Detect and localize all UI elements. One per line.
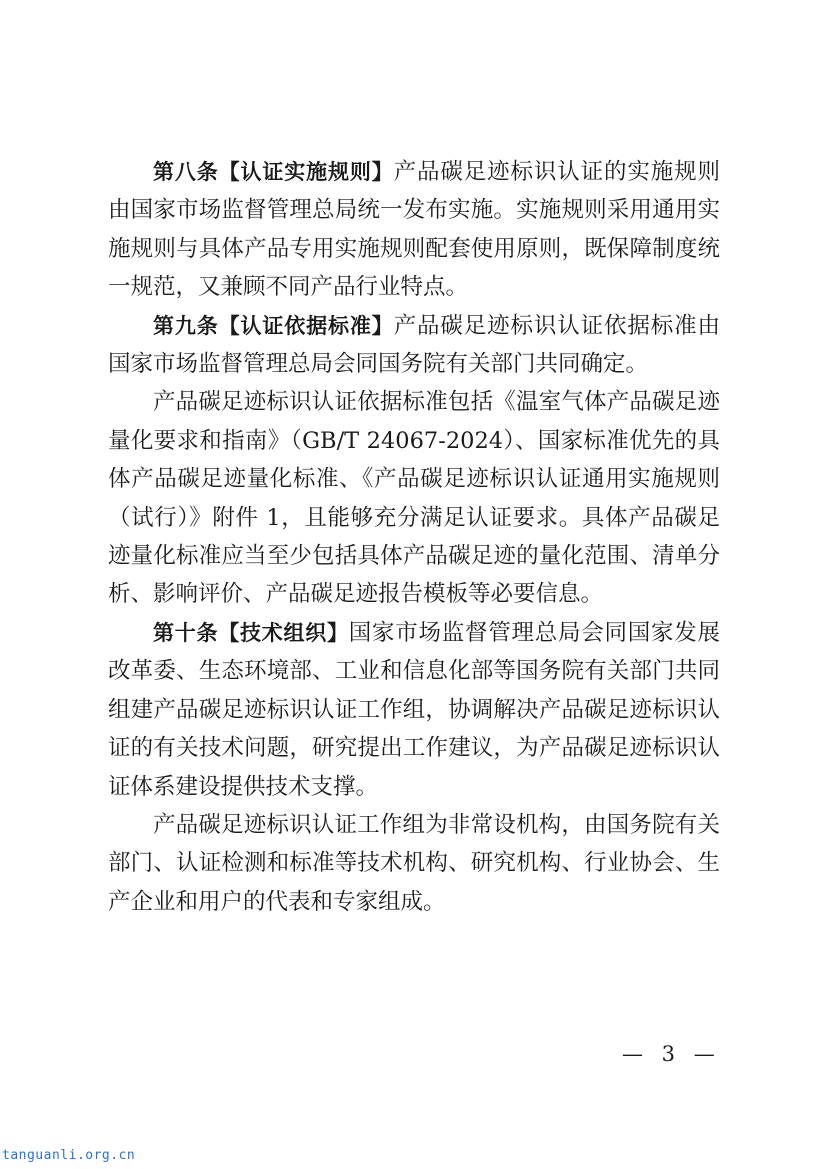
article-9-text: 产品碳足迹标识认证依据标准由国家市场监督管理总局会同国务院有关部门共同确定。 — [108, 312, 720, 378]
article-10-working-group-paragraph: 产品碳足迹标识认证工作组为非常设机构，由国务院有关部门、认证检测和标准等技术机构、研究机构、行业协会、生产企业和用户的代表和专家组成。 — [108, 811, 720, 915]
article-9-standards-paragraph: 产品碳足迹标识认证依据标准包括《温室气体产品碳足迹量化要求和指南》（GB/T 24067-2024）、国家标准优先的具体产品碳足迹量化标准、《产品碳足迹标识认证通用实施规则（试行）》附件 1，且能够充分满足认证要求。具体产品碳足迹量化标准应当至少包括具体产品碳足迹的量化范围、清单分析、影响评价、产品碳足迹报告模板等必要信息。 — [108, 389, 720, 608]
article-9-paragraph — [108, 307, 720, 384]
article-10-paragraph — [108, 614, 720, 806]
article-9-heading: 第九条【认证依据标准】 — [153, 313, 394, 338]
article-8-paragraph — [108, 153, 720, 307]
document-body — [108, 153, 720, 921]
article-8-text: 产品碳足迹标识认证的实施规则由国家市场监督管理总局统一发布实施。实施规则采用通用实施规则与具体产品专用实施规则配套使用原则，既保障制度统一规范，又兼顾不同产品行业特点。 — [108, 159, 720, 301]
article-8-heading: 第八条【认证实施规则】 — [153, 160, 394, 184]
page-number: — 3 — — [622, 1042, 721, 1066]
article-10-text: 国家市场监督管理总局会同国家发展改革委、生态环境部、工业和信息化部等国务院有关部门共同组建产品碳足迹标识认证工作组，协调解决产品碳足迹标识认证的有关技术问题，研究提出工作建议，为产品碳足迹标识认证体系建设提供技术支撑。 — [108, 619, 720, 800]
article-10-heading: 第十条【技术组织】 — [153, 620, 349, 645]
watermark-text: tanguanli.org.cn — [2, 1148, 136, 1163]
